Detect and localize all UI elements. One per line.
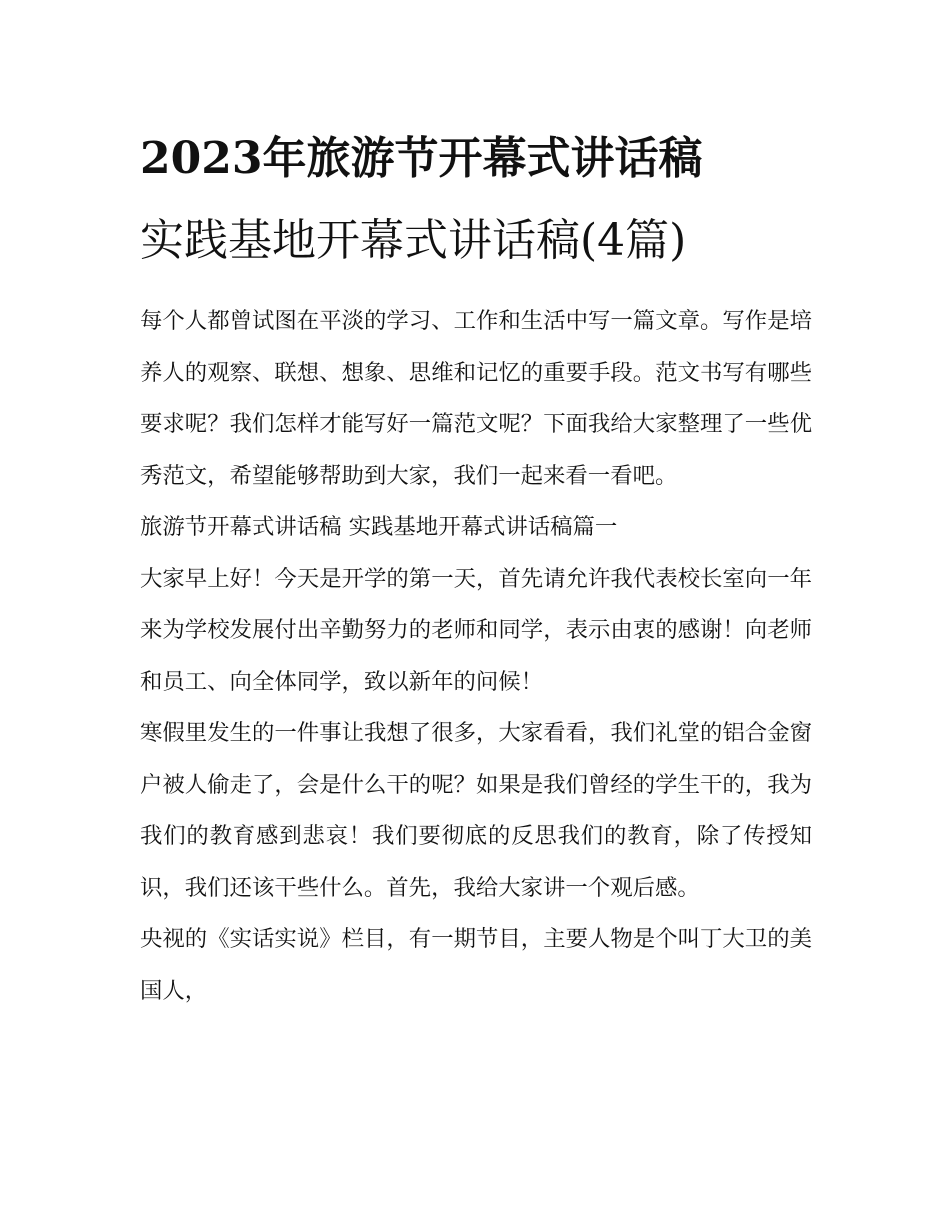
section-heading: 旅游节开幕式讲话稿 实践基地开幕式讲话稿篇一 xyxy=(140,514,618,540)
title-line-2: 实践基地开幕式讲话稿(4篇) xyxy=(140,215,687,266)
intro-paragraph: 每个人都曾试图在平淡的学习、工作和生活中写一篇文章。写作是培养人的观察、联想、想象、思维和记忆的重要手段。范文书写有哪些要求呢？我们怎样才能写好一篇范文呢？下面我给大家整理了一些优秀范文，希望能够帮助到大家，我们一起来看一看吧。 xyxy=(140,308,812,489)
title-line-1: 2023年旅游节开幕式讲话稿 xyxy=(140,133,703,184)
document-title xyxy=(140,118,812,282)
body-paragraph: 大家早上好！今天是开学的第一天，首先请允许我代表校长室向一年来为学校发展付出辛勤努力的老师和同学，表示由衷的感谢！向老师和员工、向全体同学，致以新年的问候！ xyxy=(140,565,812,695)
document-page xyxy=(140,118,812,1017)
body-paragraph: 寒假里发生的一件事让我想了很多，大家看看，我们礼堂的铝合金窗户被人偷走了，会是什么干的呢？如果是我们曾经的学生干的，我为我们的教育感到悲哀！我们要彻底的反思我们的教育，除了传授知识，我们还该干些什么。首先，我给大家讲一个观后感。 xyxy=(140,720,812,901)
body-paragraph: 央视的《实话实说》栏目，有一期节目，主要人物是个叫丁大卫的美国人， xyxy=(140,926,812,1004)
